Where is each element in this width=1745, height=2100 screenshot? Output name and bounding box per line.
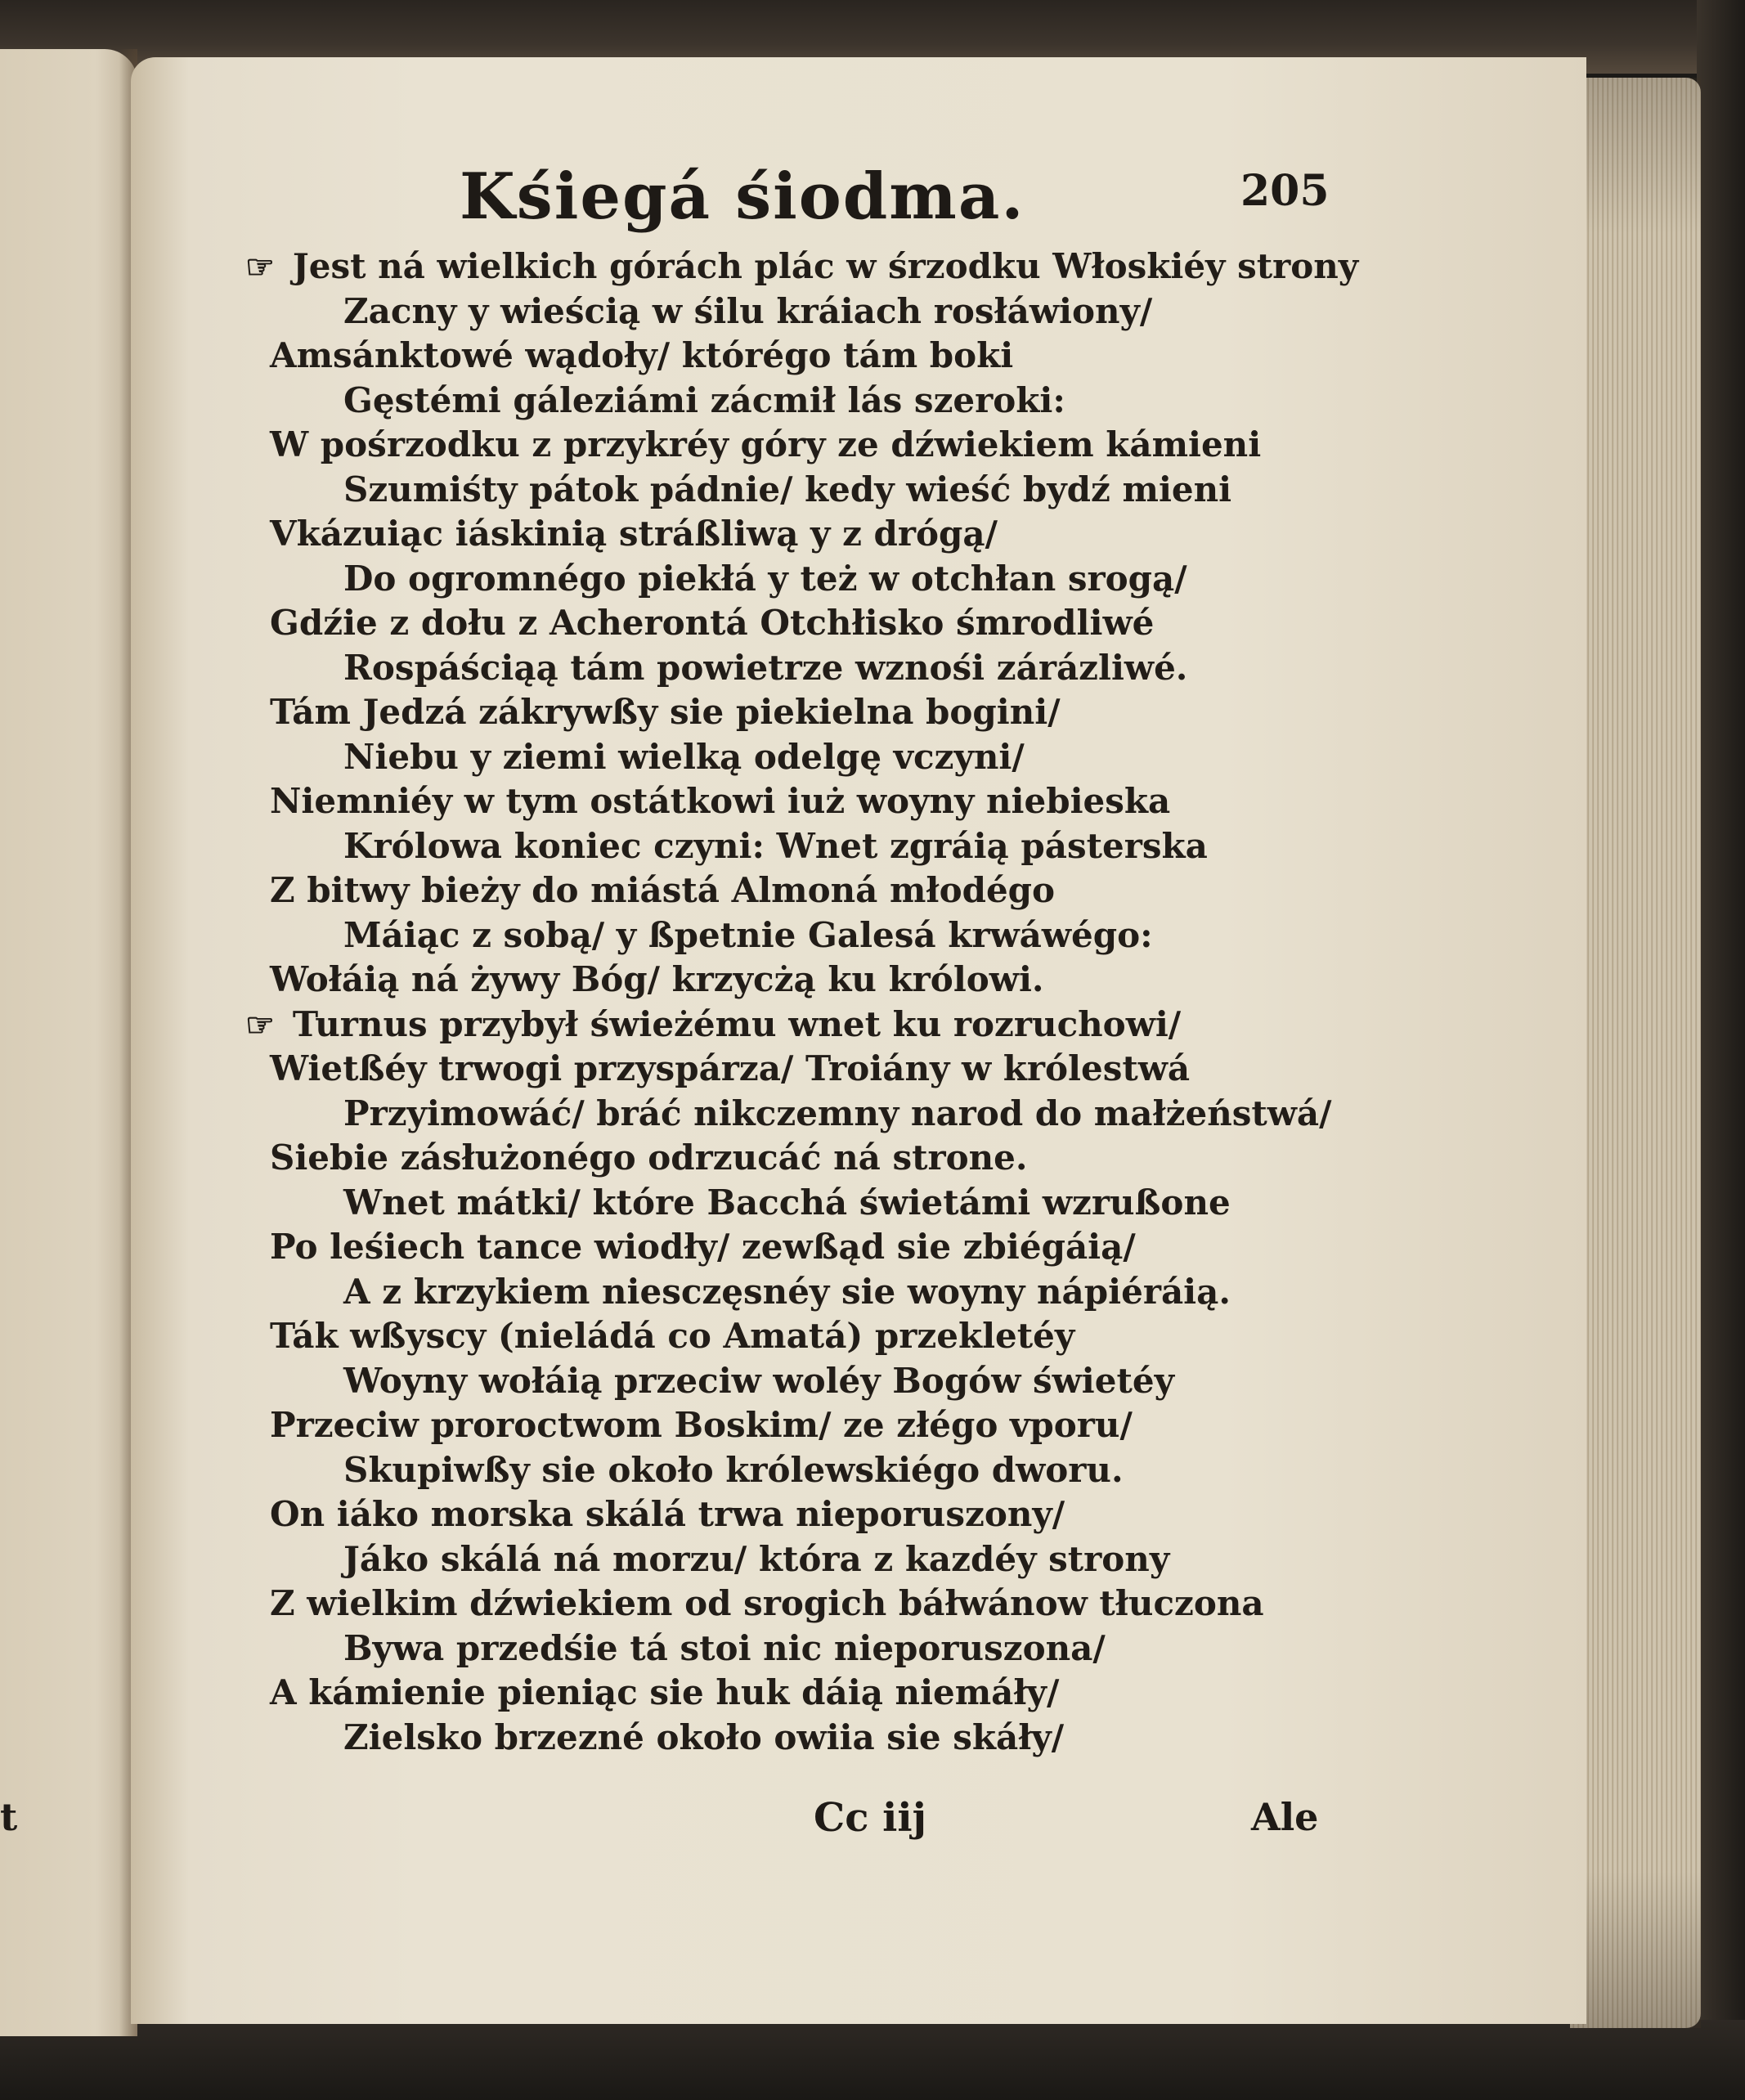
verse-line-text: Szumiśty pátok pádnie/ kedy wieść bydź mieni: [343, 469, 1232, 509]
pilcrow-icon: ☞: [245, 1005, 275, 1044]
verse-line-text: Z wielkim dźwiekiem od srogich báłwánow tłuczona: [270, 1583, 1264, 1623]
left-page-edge: [0, 49, 137, 2036]
verse-line-text: Siebie zásłużonégo odrzucáć ná strone.: [270, 1138, 1028, 1178]
verse-line-text: Wołáią ná żywy Bóg/ krzycżą ku królowi.: [270, 959, 1044, 999]
verse-line: [270, 781, 1171, 821]
verse-line-text: Przyimowáć/ bráć nikczemny narod do małżeństwá/: [343, 1093, 1332, 1133]
verse-line-text: A kámienie pieniąc sie huk dáią niemáły/: [270, 1672, 1060, 1712]
folio-number: 205: [1240, 166, 1330, 216]
verse-line-text: On iáko morska skálá trwa nieporuszony/: [270, 1494, 1065, 1534]
verse-line-text: Zielsko brzezné około owiia sie skáły/: [343, 1716, 1065, 1757]
page-header: [329, 159, 1330, 241]
catchword: Ale: [1251, 1795, 1319, 1839]
verse-line: [270, 1138, 1028, 1178]
verse-line: [245, 246, 1359, 286]
verse-line-text: Królowa koniec czyni: Wnet zgráią pásterska: [343, 825, 1208, 866]
verse-line-text: Niebu y ziemi wielką odelgę vczyni/: [343, 736, 1025, 777]
scanner-background-bottom: [0, 2020, 1745, 2100]
verse-line-text: Do ogromnégo piekłá y też w otchłan srogą/: [343, 558, 1187, 599]
verse-line-text: Zacny y wieścią w śilu kráiach rosłáwiony/: [343, 290, 1153, 331]
verse-line: [343, 1182, 1231, 1223]
verse-line: [343, 1716, 1065, 1757]
left-page-catchword: t: [0, 1795, 18, 1839]
verse-line-text: Rospáściąą tám powietrze wznośi zárázliwé.: [343, 647, 1188, 688]
verse-line: [343, 469, 1232, 509]
verse-line-text: Po leśiech tance wiodły/ zewßąd sie zbiégáią/: [270, 1227, 1136, 1267]
verse-line: [270, 1583, 1264, 1623]
verse-line-text: Jest ná wielkich górách plác w śrzodku Włoskiéy strony: [292, 246, 1359, 286]
verse-line-text: Woyny wołáią przeciw woléy Bogów świetéy: [343, 1360, 1174, 1401]
verse-line-text: Turnus przybył świeżému wnet ku rozruchowi/: [292, 1003, 1182, 1044]
verse-line-text: A z krzykiem niesczęsnéy sie woyny nápiéráią.: [343, 1271, 1231, 1312]
verse-line: [270, 603, 1155, 643]
verse-line: [270, 1227, 1136, 1267]
verse-line: [343, 290, 1153, 331]
verse-line: [270, 870, 1056, 910]
verse-line: [343, 1360, 1174, 1401]
verse-line: [270, 692, 1061, 732]
verse-line-text: Bywa przedśie tá stoi nic nieporuszona/: [343, 1627, 1106, 1668]
verse-line-text: Przeciw proroctwom Boskim/ ze złégo vporu/: [270, 1405, 1133, 1445]
verse-line: [343, 1093, 1332, 1133]
verse-line: [270, 514, 998, 554]
verse-line: [270, 1405, 1133, 1445]
verse-line-text: Niemniéy w tym ostátkowi iuż woyny niebieska: [270, 781, 1171, 821]
verse-line: [343, 647, 1188, 688]
verse-line-text: W pośrzodku z przykréy góry ze dźwiekiem kámieni: [270, 424, 1262, 464]
verse-line-text: Tám Jedzá zákrywßy sie piekielna bogini/: [270, 692, 1061, 732]
verse-line: [270, 1048, 1191, 1088]
verse-line-text: Gdźie z dołu z Acherontá Otchłisko śmrodliwé: [270, 603, 1155, 643]
verse-line-text: Jáko skálá ná morzu/ która z kazdéy strony: [343, 1538, 1170, 1579]
verse-line-text: Wietßéy trwogi przyspárza/ Troiány w królestwá: [270, 1048, 1191, 1088]
verse-line: [343, 558, 1187, 599]
verse-line: [343, 1271, 1231, 1312]
running-head: Kśiegá śiodma.: [460, 159, 1025, 234]
verse-line-text: Vkázuiąc iáskinią stráßliwą y z drógą/: [270, 514, 998, 554]
verse-line: [343, 1449, 1124, 1490]
verse-line: [245, 1003, 1182, 1044]
book-page-edges: [1570, 78, 1701, 2028]
verse-line: [343, 825, 1208, 866]
verse-line-text: Wnet mátki/ które Bacchá świetámi wzrußone: [343, 1182, 1231, 1223]
verse-line: [343, 914, 1153, 955]
verse-line: [343, 736, 1025, 777]
verse-line: [270, 1672, 1060, 1712]
verse-line-text: Z bitwy bieży do miástá Almoná młodégo: [270, 870, 1056, 910]
verse-line: [270, 959, 1044, 999]
verse-line: [270, 1494, 1065, 1534]
pilcrow-icon: ☞: [245, 248, 275, 286]
verse-line-text: Amsánktowé wądoły/ którégo tám boki: [270, 335, 1014, 375]
verse-line: [343, 1538, 1170, 1579]
verse-line: [270, 1316, 1075, 1356]
verse-line: [343, 379, 1065, 420]
verse-line: [270, 424, 1262, 464]
scanner-background-right: [1697, 0, 1745, 2100]
verse-line: [270, 335, 1014, 375]
verse-line-text: Ták wßyscy (nieládá co Amatá) przekletéy: [270, 1316, 1075, 1356]
signature-mark: Cc iij: [814, 1795, 926, 1841]
verse-line: [343, 1627, 1106, 1668]
verse-line-text: Máiąc z sobą/ y ßpetnie Galesá krwáwégo:: [343, 914, 1153, 955]
verse-line-text: Gęstémi gáleziámi zácmił lás szeroki:: [343, 379, 1065, 420]
verse-line-text: Skupiwßy sie około królewskiégo dworu.: [343, 1449, 1124, 1490]
